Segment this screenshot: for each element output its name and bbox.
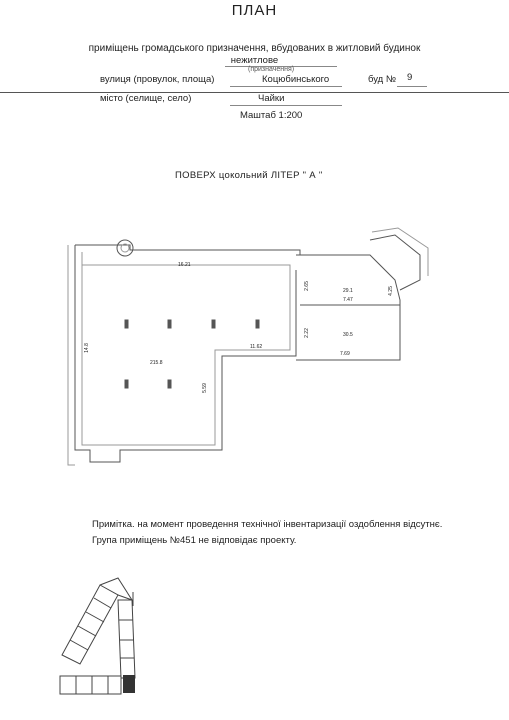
room-small-width: 7.47 — [343, 297, 353, 303]
document-subtitle: приміщень громадського призначення, вбудованих в житловий будинок — [88, 43, 421, 54]
sketch-diagonal-wing — [62, 585, 118, 664]
inner-step-top-label: 11.62 — [250, 344, 263, 350]
wall-a-label: 2.65 — [303, 281, 310, 291]
purpose-caption: (призначення) — [248, 66, 295, 73]
scale-label: Маштаб 1:200 — [240, 110, 303, 121]
floor-letter-value: " А " — [302, 170, 323, 181]
room-medium-width: 7.69 — [340, 351, 350, 357]
city-label: місто (селище, село) — [100, 93, 192, 104]
purpose-value: нежитлове — [230, 55, 279, 66]
inner-step-side-label: 5.59 — [201, 383, 208, 393]
main-room-area: 215.8 — [150, 360, 163, 366]
note-line-2: Група приміщень №451 не відповідає проекту. — [92, 535, 297, 546]
wall-c-label: 4.25 — [387, 286, 394, 296]
street-label: вулиця (провулок, площа) — [100, 74, 215, 85]
top-length-label: 16.21 — [178, 262, 191, 268]
sketch-highlighted-section — [123, 675, 135, 693]
room-medium-area: 30.5 — [343, 332, 353, 338]
building-value: 9 — [407, 72, 413, 83]
wall-b-label: 2.22 — [303, 328, 310, 338]
document-title: ПЛАН — [231, 2, 278, 19]
left-length-label: 14.8 — [83, 343, 90, 353]
floor-letter-label: ЛІТЕР — [270, 170, 300, 181]
room-small-area: 29.1 — [343, 288, 353, 294]
sketch-vertical-wing — [118, 600, 135, 678]
note-line-1: Примітка. на момент проведення технічної інвентаризації оздоблення відсутнє. — [92, 519, 443, 530]
street-value: Коцюбинського — [262, 74, 330, 85]
building-label: буд № — [368, 74, 397, 85]
sketch-bottom-wing — [60, 676, 121, 694]
floor-prefix: ПОВЕРХ — [175, 170, 216, 181]
sketch-corner — [100, 578, 132, 600]
floor-value: цокольний — [218, 170, 268, 181]
city-value: Чайки — [258, 93, 285, 104]
